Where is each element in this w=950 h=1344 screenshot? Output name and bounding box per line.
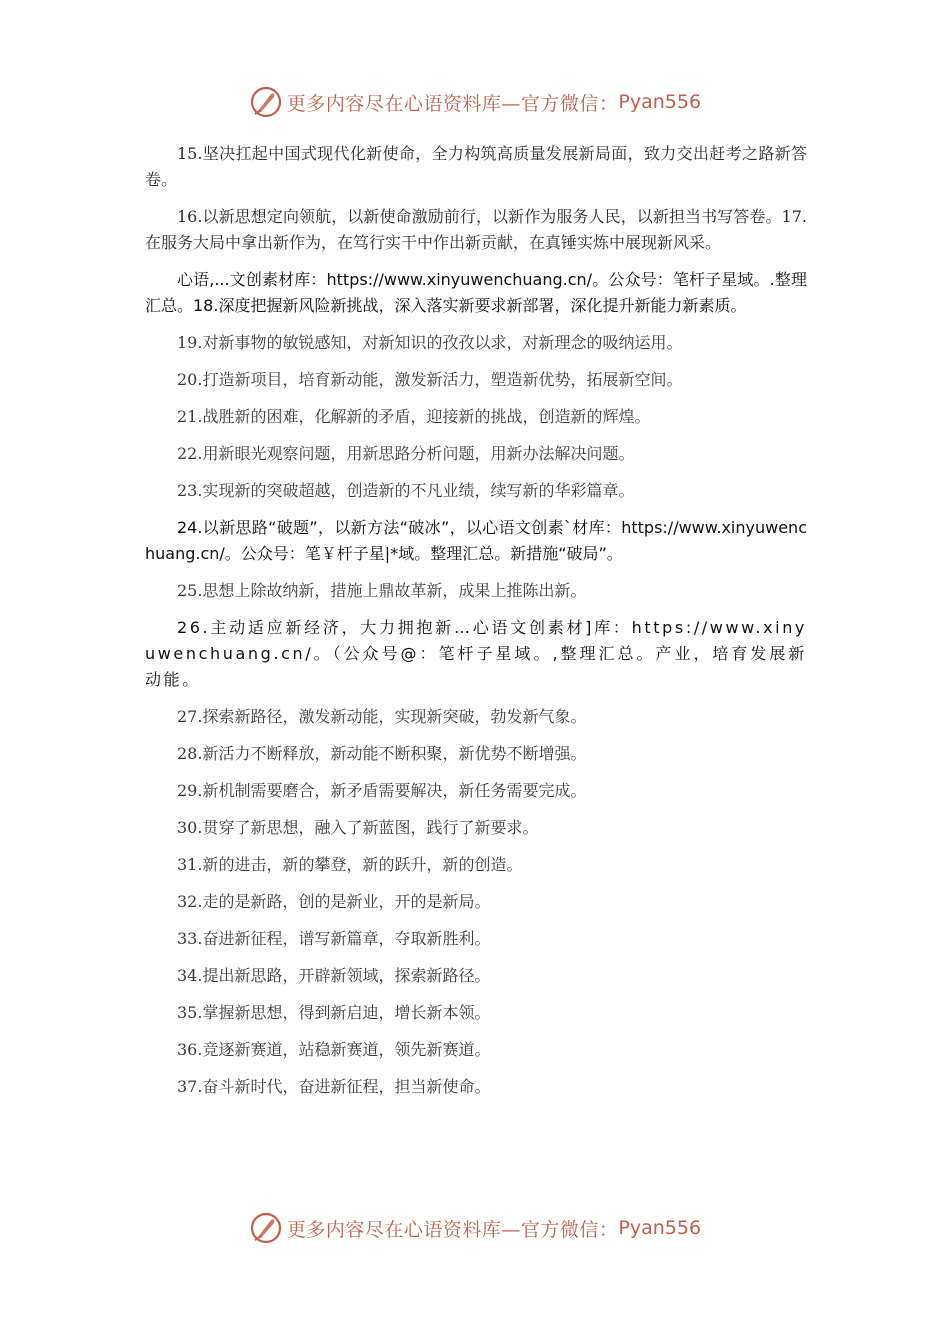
banner-text: 更多内容尽在心语资料库—官方微信： xyxy=(286,1218,619,1241)
footer-banner xyxy=(0,1208,950,1248)
paragraph-27: 27.探索新路径，激发新动能，实现新突破，勃发新气象。 xyxy=(177,707,587,726)
paragraph-16-17: 16.以新思想定向领航，以新使命激励前行，以新作为服务人民，以新担当书写答卷。17.在服务大局中拿出新作为，在笃行实干中作出新贡献，在真锤实炼中展现新风采。 xyxy=(145,207,807,252)
paragraph-36: 36.竞逐新赛道，站稳新赛道，领先新赛道。 xyxy=(177,1040,491,1059)
paragraph-23: 23.实现新的突破超越，创造新的不凡业绩，续写新的华彩篇章。 xyxy=(177,481,635,500)
paragraph-18: 心语,...文创素材库：https://www.xinyuwenchuang.cn/。公众号：笔杆子星域。.整理汇总。18.深度把握新风险新挑战，深入落实新要求新部署，深化提升新能力新素质。 xyxy=(145,270,807,315)
paragraph-26: 26.主动适应新经济，大力拥抱新…心语文创素材]库：https://www.xinyuwenchuang.cn/。（公众号@：笔杆子星域。,整理汇总。产业，培育发展新动能。 xyxy=(145,618,807,689)
paragraph-33: 33.奋进新征程，谱写新篇章，夺取新胜利。 xyxy=(177,929,491,948)
banner-text: 更多内容尽在心语资料库—官方微信： xyxy=(286,92,619,115)
paragraph-19: 19.对新事物的敏锐感知，对新知识的孜孜以求，对新理念的吸纳运用。 xyxy=(177,333,683,352)
banner-wechat-id: Pyan556 xyxy=(618,1217,702,1239)
paragraph-31: 31.新的进击，新的攀登，新的跃升，新的创造。 xyxy=(177,855,523,874)
quill-logo-icon xyxy=(249,1211,283,1245)
paragraph-22: 22.用新眼光观察问题，用新思路分析问题，用新办法解决问题。 xyxy=(177,444,635,463)
paragraph-25: 25.思想上除故纳新，措施上鼎故革新，成果上推陈出新。 xyxy=(177,581,587,600)
paragraph-24: 24.以新思路“破题”，以新方法“破冰”，以心语文创素`材库：https://www.xinyuwenchuang.cn/。公众号：笔￥杆子星|*域。整理汇总。新措施“破局”。 xyxy=(145,518,807,563)
paragraph-20: 20.打造新项目，培育新动能，激发新活力，塑造新优势，拓展新空间。 xyxy=(177,370,683,389)
paragraph-21: 21.战胜新的困难，化解新的矛盾，迎接新的挑战，创造新的辉煌。 xyxy=(177,407,651,426)
paragraph-35: 35.掌握新思想，得到新启迪，增长新本领。 xyxy=(177,1003,491,1022)
header-banner xyxy=(0,82,950,122)
document-body xyxy=(145,141,807,1111)
paragraph-34: 34.提出新思路，开辟新领域，探索新路径。 xyxy=(177,966,491,985)
paragraph-30: 30.贯穿了新思想，融入了新蓝图，践行了新要求。 xyxy=(177,818,539,837)
paragraph-32: 32.走的是新路，创的是新业，开的是新局。 xyxy=(177,892,491,911)
banner-wechat-id: Pyan556 xyxy=(618,91,702,113)
paragraph-29: 29.新机制需要磨合，新矛盾需要解决，新任务需要完成。 xyxy=(177,781,587,800)
paragraph-15: 15.坚决扛起中国式现代化新使命，全力构筑高质量发展新局面，致力交出赶考之路新答卷。 xyxy=(145,144,807,189)
quill-logo-icon xyxy=(249,85,283,119)
paragraph-37: 37.奋斗新时代，奋进新征程，担当新使命。 xyxy=(177,1077,491,1096)
paragraph-28: 28.新活力不断释放，新动能不断积聚，新优势不断增强。 xyxy=(177,744,587,763)
